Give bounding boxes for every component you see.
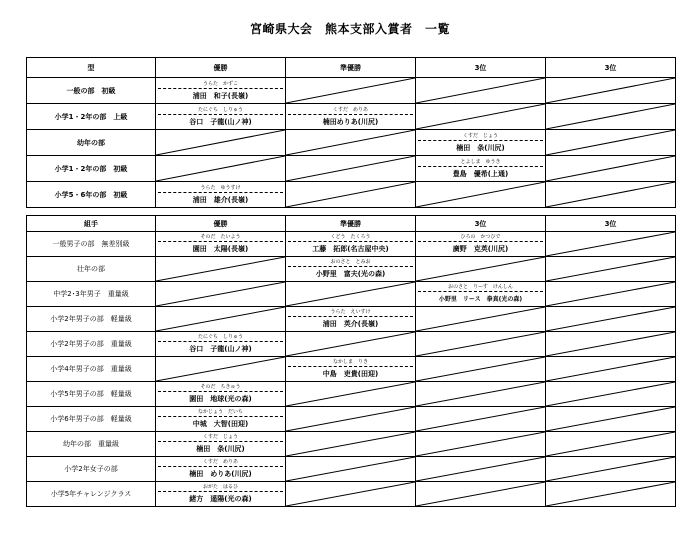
name-reading: そのだ たいよう	[200, 234, 241, 240]
placement-cell	[286, 357, 416, 382]
name-reading: おのさと りーす けんしん	[448, 284, 513, 290]
empty-cell-slash	[416, 357, 545, 381]
placement-cell	[416, 407, 546, 432]
table-row	[27, 282, 676, 307]
placement-cell	[546, 482, 676, 507]
placement-cell	[286, 257, 416, 282]
winner-name: 浦田 和子(長嶺)	[192, 92, 249, 100]
dashed-divider	[158, 416, 283, 417]
empty-cell-slash	[416, 307, 545, 331]
table-row	[27, 457, 676, 482]
table-row	[27, 130, 676, 156]
empty-cell-slash	[156, 357, 285, 381]
placement-cell	[416, 432, 546, 457]
name-reading: おがた はるひ	[202, 484, 238, 490]
name-reading: なかじょう だいち	[197, 409, 243, 415]
empty-cell-slash	[156, 282, 285, 306]
placement-cell	[416, 482, 546, 507]
table-header-row	[27, 58, 676, 78]
empty-cell-slash	[546, 307, 675, 331]
name-reading: くすだ じょう	[462, 133, 498, 139]
placement-cell	[286, 104, 416, 130]
empty-cell-slash	[286, 282, 415, 306]
placement-cell	[546, 182, 676, 208]
winner-entry	[286, 357, 415, 381]
winner-entry	[416, 282, 545, 306]
category-cell: 壮年の部	[27, 257, 156, 282]
placement-cell	[546, 407, 676, 432]
placement-cell	[416, 382, 546, 407]
placement-cell	[156, 407, 286, 432]
placement-cell	[416, 130, 546, 156]
dashed-divider	[158, 391, 283, 392]
empty-cell-slash	[546, 332, 675, 356]
dashed-divider	[288, 316, 413, 317]
table-row	[27, 78, 676, 104]
placement-cell	[546, 104, 676, 130]
category-cell: 小学2年女子の部	[27, 457, 156, 482]
column-header: 組手	[27, 216, 156, 232]
placement-cell	[156, 282, 286, 307]
winner-name: 工藤 拓郎(名古屋中央)	[312, 245, 389, 253]
name-reading: たにぐち しりゅう	[197, 334, 243, 340]
placement-cell	[416, 357, 546, 382]
table-row	[27, 232, 676, 257]
name-reading: くすだ じょう	[202, 434, 238, 440]
kata-results-table	[26, 57, 676, 208]
winner-name: 廣野 克英(川尻)	[452, 245, 509, 253]
dashed-divider	[418, 291, 543, 292]
placement-cell	[416, 257, 546, 282]
name-reading: たにぐち しりゅう	[197, 107, 243, 113]
empty-cell-slash	[546, 282, 675, 306]
placement-cell	[156, 332, 286, 357]
placement-cell	[546, 307, 676, 332]
dashed-divider	[158, 491, 283, 492]
empty-cell-slash	[546, 432, 675, 456]
category-cell: 一般男子の部 無差別級	[27, 232, 156, 257]
name-reading: うらた ゆうすけ	[200, 185, 241, 191]
placement-cell	[286, 332, 416, 357]
dashed-divider	[158, 88, 283, 89]
empty-cell-slash	[286, 382, 415, 406]
name-reading: おのさと とみお	[330, 259, 371, 265]
dashed-divider	[158, 466, 283, 467]
column-header: 3位	[546, 216, 676, 232]
category-cell: 小学5・6年の部 初級	[27, 182, 156, 208]
empty-cell-slash	[416, 432, 545, 456]
winner-name: 浦田 英介(長嶺)	[322, 320, 379, 328]
empty-cell-slash	[416, 257, 545, 281]
empty-cell-slash	[416, 182, 545, 207]
column-header: 準優勝	[286, 58, 416, 78]
category-cell: 中学2･3年男子 重量級	[27, 282, 156, 307]
placement-cell	[156, 156, 286, 182]
empty-cell-slash	[546, 482, 675, 506]
placement-cell	[156, 104, 286, 130]
empty-cell-slash	[286, 156, 415, 181]
winner-entry	[156, 407, 285, 431]
empty-cell-slash	[416, 482, 545, 506]
placement-cell	[156, 382, 286, 407]
table-row	[27, 104, 676, 130]
empty-cell-slash	[546, 156, 675, 181]
empty-cell-slash	[286, 407, 415, 431]
placement-cell	[546, 78, 676, 104]
name-reading: くすだ めりあ	[202, 459, 238, 465]
table-row	[27, 182, 676, 208]
empty-cell-slash	[416, 382, 545, 406]
placement-cell	[416, 182, 546, 208]
table-row	[27, 332, 676, 357]
name-reading: くどう たくろう	[330, 234, 371, 240]
column-header: 3位	[416, 58, 546, 78]
column-header: 準優勝	[286, 216, 416, 232]
placement-cell	[156, 482, 286, 507]
winner-entry	[286, 232, 415, 256]
empty-cell-slash	[156, 156, 285, 181]
table-row	[27, 156, 676, 182]
name-reading: うらた えいすけ	[330, 309, 371, 315]
winner-name: 緒方 遥陽(光の森)	[189, 495, 252, 503]
winner-entry	[156, 432, 285, 456]
name-reading: なかしま りき	[332, 359, 368, 365]
empty-cell-slash	[546, 104, 675, 129]
column-header: 型	[27, 58, 156, 78]
category-cell: 小学4年男子の部 重量級	[27, 357, 156, 382]
page-title: 宮崎県大会 熊本支部入賞者 一覧	[249, 22, 450, 36]
category-cell: 小学2年男子の部 軽量級	[27, 307, 156, 332]
winner-name: 園田 地球(光の森)	[189, 395, 252, 403]
placement-cell	[546, 382, 676, 407]
dashed-divider	[158, 192, 283, 193]
placement-cell	[546, 432, 676, 457]
name-reading: ひろの かつひで	[460, 234, 501, 240]
winner-entry	[156, 78, 285, 103]
category-cell: 幼年の部	[27, 130, 156, 156]
placement-cell	[156, 457, 286, 482]
empty-cell-slash	[416, 407, 545, 431]
empty-cell-slash	[156, 307, 285, 331]
placement-cell	[156, 78, 286, 104]
winner-name: 小野里 リース 拳真(光の森)	[438, 296, 523, 303]
placement-cell	[286, 232, 416, 257]
placement-cell	[156, 432, 286, 457]
placement-cell	[416, 307, 546, 332]
placement-cell	[416, 282, 546, 307]
placement-cell	[286, 307, 416, 332]
winner-name: 小野里 富夫(光の森)	[315, 270, 386, 278]
table-row	[27, 357, 676, 382]
dashed-divider	[288, 366, 413, 367]
winner-name: 浦田 雄介(長嶺)	[192, 196, 249, 204]
empty-cell-slash	[546, 357, 675, 381]
category-cell: 小学2年男子の部 重量級	[27, 332, 156, 357]
empty-cell-slash	[286, 457, 415, 481]
placement-cell	[286, 78, 416, 104]
category-cell: 一般の部 初級	[27, 78, 156, 104]
empty-cell-slash	[416, 457, 545, 481]
empty-cell-slash	[286, 182, 415, 207]
placement-cell	[156, 182, 286, 208]
winner-name: 園田 太陽(長嶺)	[192, 245, 249, 253]
placement-cell	[546, 332, 676, 357]
name-reading: とよしま ゆうき	[460, 159, 501, 165]
placement-cell	[156, 307, 286, 332]
empty-cell-slash	[546, 182, 675, 207]
dashed-divider	[158, 114, 283, 115]
column-header: 優勝	[156, 58, 286, 78]
empty-cell-slash	[286, 332, 415, 356]
placement-cell	[546, 130, 676, 156]
empty-cell-slash	[546, 457, 675, 481]
winner-name: 豊島 優希(上通)	[452, 170, 509, 178]
empty-cell-slash	[546, 382, 675, 406]
winner-name: 中島 吏貴(田迎)	[322, 370, 379, 378]
dashed-divider	[288, 266, 413, 267]
winner-entry	[156, 104, 285, 129]
column-header: 3位	[416, 216, 546, 232]
empty-cell-slash	[546, 407, 675, 431]
placement-cell	[416, 457, 546, 482]
dashed-divider	[158, 341, 283, 342]
winner-entry	[156, 182, 285, 207]
placement-cell	[286, 130, 416, 156]
column-header: 優勝	[156, 216, 286, 232]
winner-name: 楠田 めりあ(川尻)	[189, 470, 252, 478]
category-cell: 小学1・2年の部 上級	[27, 104, 156, 130]
placement-cell	[286, 407, 416, 432]
placement-cell	[546, 156, 676, 182]
placement-cell	[156, 232, 286, 257]
table-header-row	[27, 216, 676, 232]
empty-cell-slash	[286, 78, 415, 103]
category-cell: 幼年の部 重量級	[27, 432, 156, 457]
dashed-divider	[158, 441, 283, 442]
table-row	[27, 482, 676, 507]
placement-cell	[286, 382, 416, 407]
empty-cell-slash	[286, 432, 415, 456]
dashed-divider	[418, 241, 543, 242]
name-reading: うらた かずこ	[202, 81, 238, 87]
empty-cell-slash	[546, 130, 675, 155]
empty-cell-slash	[286, 482, 415, 506]
table-row	[27, 257, 676, 282]
winner-entry	[286, 104, 415, 129]
winner-name: 楠田めりあ(川尻)	[322, 118, 379, 126]
table-row	[27, 407, 676, 432]
placement-cell	[546, 232, 676, 257]
placement-cell	[286, 282, 416, 307]
winner-entry	[156, 457, 285, 481]
placement-cell	[416, 156, 546, 182]
empty-cell-slash	[546, 78, 675, 103]
winner-entry	[286, 307, 415, 331]
empty-cell-slash	[546, 257, 675, 281]
table-row	[27, 307, 676, 332]
dashed-divider	[288, 241, 413, 242]
placement-cell	[286, 156, 416, 182]
winner-entry	[156, 332, 285, 356]
table-row	[27, 432, 676, 457]
winner-name: 中城 大智(田迎)	[192, 420, 249, 428]
winner-entry	[416, 156, 545, 181]
empty-cell-slash	[416, 78, 545, 103]
winner-entry	[416, 232, 545, 256]
placement-cell	[546, 282, 676, 307]
name-reading: そのだ ちきゅう	[200, 384, 241, 390]
placement-cell	[416, 104, 546, 130]
empty-cell-slash	[156, 130, 285, 155]
dashed-divider	[418, 140, 543, 141]
placement-cell	[546, 357, 676, 382]
winner-entry	[286, 257, 415, 281]
kumite-results-table	[26, 215, 676, 507]
placement-cell	[546, 257, 676, 282]
category-cell: 小学5年チャレンジクラス	[27, 482, 156, 507]
empty-cell-slash	[416, 332, 545, 356]
empty-cell-slash	[286, 130, 415, 155]
placement-cell	[286, 432, 416, 457]
placement-cell	[416, 78, 546, 104]
winner-name: 楠田 条(川尻)	[456, 144, 505, 152]
placement-cell	[156, 130, 286, 156]
placement-cell	[416, 332, 546, 357]
winner-entry	[156, 232, 285, 256]
winner-name: 楠田 条(川尻)	[196, 445, 245, 453]
placement-cell	[546, 457, 676, 482]
empty-cell-slash	[416, 104, 545, 129]
placement-cell	[156, 357, 286, 382]
winner-entry	[156, 382, 285, 406]
winner-entry	[416, 130, 545, 155]
category-cell: 小学1・2年の部 初級	[27, 156, 156, 182]
name-reading: くすだ めりあ	[332, 107, 368, 113]
dashed-divider	[418, 166, 543, 167]
placement-cell	[286, 482, 416, 507]
empty-cell-slash	[546, 232, 675, 256]
placement-cell	[156, 257, 286, 282]
winner-name: 谷口 子龍(山ノ神)	[189, 345, 252, 353]
winner-entry	[156, 482, 285, 506]
category-cell: 小学5年男子の部 軽量級	[27, 382, 156, 407]
placement-cell	[286, 182, 416, 208]
winner-name: 谷口 子龍(山ノ神)	[189, 118, 252, 126]
empty-cell-slash	[156, 257, 285, 281]
placement-cell	[416, 232, 546, 257]
placement-cell	[286, 457, 416, 482]
column-header: 3位	[546, 58, 676, 78]
dashed-divider	[288, 114, 413, 115]
dashed-divider	[158, 241, 283, 242]
category-cell: 小学6年男子の部 軽量級	[27, 407, 156, 432]
table-row	[27, 382, 676, 407]
